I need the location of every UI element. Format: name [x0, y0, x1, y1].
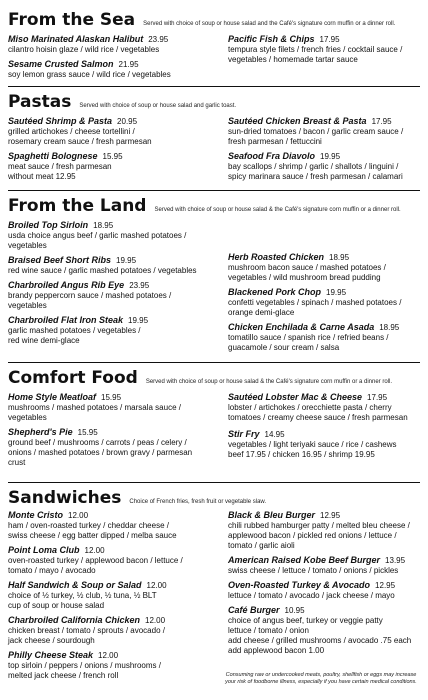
item-price: 21.95: [118, 60, 139, 69]
item-description: bay scallops / shrimp / garlic / shallots / linguini / spicy marinara sauce / fresh parmesan / calamari: [228, 162, 403, 181]
menu-item: [8, 580, 213, 611]
item-price: 12.95: [375, 581, 396, 590]
item-description: choice of angus beef, turkey or veggie patty lettuce / tomato / onion add cheese / grilled mushrooms / avocado .75 each add applewood bacon 1.00: [228, 616, 412, 655]
item-description: vegetables / light teriyaki sauce / rice / cashews beef 17.95 / chicken 16.95 / shrimp 19.95: [228, 440, 397, 459]
item-name: Miso Marinated Alaskan Halibut: [8, 34, 144, 44]
item-description: usda choice angus beef / garlic mashed potatoes / vegetables: [8, 231, 187, 250]
item-description: swiss cheese / lettuce / tomato / onions / pickles: [228, 566, 399, 575]
menu-item: [228, 151, 428, 182]
item-description: lettuce / tomato / avocado / jack cheese / mayo: [228, 591, 395, 600]
menu-item: [8, 510, 213, 541]
item-price: 12.00: [145, 616, 166, 625]
menu-item: [8, 615, 213, 646]
menu-item: [8, 280, 213, 311]
item-description: ground beef / mushrooms / carrots / peas / celery / onions / mashed potatoes / brown gravy / parmesan crust: [8, 438, 193, 467]
item-name: Stir Fry: [228, 429, 260, 439]
section-header-pastas: [8, 92, 236, 112]
menu-item: [228, 322, 428, 353]
item-name: Café Burger: [228, 605, 280, 615]
item-name: Black & Bleu Burger: [228, 510, 316, 520]
section-note: Served with choice of soup or house salad & the Café's signature corn muffin or a dinner roll.: [154, 207, 401, 213]
item-price: 23.95: [148, 35, 169, 44]
sea-left-column: [8, 34, 213, 84]
menu-item: [8, 220, 213, 251]
menu-item: [8, 545, 213, 576]
item-price: 12.00: [84, 546, 105, 555]
menu-item: [228, 580, 428, 601]
item-name: American Raised Kobe Beef Burger: [228, 555, 381, 565]
item-price: 20.95: [117, 117, 138, 126]
section-note: Served with choice of soup or house salad & the Café's signature corn muffin or a dinner roll.: [145, 379, 392, 385]
item-name: Home Style Meatloaf: [8, 392, 97, 402]
item-description: lobster / artichokes / orecchiette pasta / cherry tomatoes / creamy cheese sauce / fresh parmesan: [228, 403, 408, 422]
section-header-sandwiches: [8, 488, 266, 508]
menu-item: [228, 392, 428, 423]
item-description: brandy peppercorn sauce / mashed potatoes / vegetables: [8, 291, 172, 310]
item-description: soy lemon grass sauce / wild rice / vegetables: [8, 70, 171, 79]
item-description: grilled artichokes / cheese tortellini / rosemary cream sauce / fresh parmesan: [8, 127, 152, 146]
item-description: top sirloin / peppers / onions / mushrooms / melted jack cheese / french roll: [8, 661, 161, 680]
item-price: 12.00: [68, 511, 89, 520]
menu-item: [8, 315, 213, 346]
item-name: Philly Cheese Steak: [8, 650, 94, 660]
item-price: 19.95: [320, 152, 341, 161]
item-price: 12.95: [320, 511, 341, 520]
section-title: Comfort Food: [8, 368, 138, 388]
item-name: Sautéed Lobster Mac & Cheese: [228, 392, 363, 402]
item-description: tomatillo sauce / spanish rice / refried beans / guacamole / sour cream / salsa: [228, 333, 389, 352]
item-price: 10.95: [284, 606, 305, 615]
section-title: Sandwiches: [8, 488, 122, 508]
sea-right-column: [228, 34, 428, 69]
item-price: 19.95: [326, 288, 347, 297]
item-price: 12.00: [98, 651, 119, 660]
item-description: cilantro hoisin glaze / wild rice / vegetables: [8, 45, 160, 54]
section-divider: [8, 190, 420, 191]
menu-item: [228, 116, 428, 147]
item-price: 17.95: [371, 117, 392, 126]
comfort-left-column: [8, 392, 213, 472]
item-name: Sesame Crusted Salmon: [8, 59, 114, 69]
item-price: 15.95: [101, 393, 122, 402]
menu-item: [228, 252, 428, 283]
item-name: Pacific Fish & Chips: [228, 34, 315, 44]
menu-item: [8, 151, 213, 182]
sandwiches-left-column: [8, 510, 213, 685]
pastas-left-column: [8, 116, 213, 186]
item-name: Seafood Fra Diavolo: [228, 151, 316, 161]
section-header-sea: [8, 10, 395, 30]
menu-item: [8, 650, 213, 681]
item-description: chicken breast / tomato / sprouts / avocado / jack cheese / sourdough: [8, 626, 165, 645]
section-divider: [8, 362, 420, 363]
item-name: Shepherd's Pie: [8, 427, 73, 437]
menu-item: [228, 34, 428, 65]
land-right-column: [228, 252, 428, 357]
item-price: 18.95: [329, 253, 350, 262]
item-name: Spaghetti Bolognese: [8, 151, 98, 161]
item-description: sun-dried tomatoes / bacon / garlic cream sauce / fresh parmesan / fettuccini: [228, 127, 404, 146]
section-divider: [8, 482, 420, 483]
item-name: Chicken Enchilada & Carne Asada: [228, 322, 375, 332]
item-price: 17.95: [367, 393, 388, 402]
item-name: Half Sandwich & Soup or Salad: [8, 580, 142, 590]
item-price: 15.95: [102, 152, 123, 161]
section-header-land: [8, 196, 401, 216]
section-title: Pastas: [8, 92, 72, 112]
item-description: confetti vegetables / spinach / mashed potatoes / orange demi-glace: [228, 298, 402, 317]
item-name: Point Loma Club: [8, 545, 80, 555]
sandwiches-right-column: [228, 510, 428, 660]
item-name: Herb Roasted Chicken: [228, 252, 325, 262]
menu-item: [8, 34, 213, 55]
item-name: Charbroiled California Chicken: [8, 615, 141, 625]
item-description: red wine sauce / garlic mashed potatoes / vegetables: [8, 266, 197, 275]
item-price: 19.95: [116, 256, 137, 265]
menu-item: [228, 555, 428, 576]
item-name: Broiled Top Sirloin: [8, 220, 89, 230]
section-divider: [8, 86, 420, 87]
item-description: chili rubbed hamburger patty / melted bleu cheese / applewood bacon / pickled red onions / lettuce / tomato / garlic aioli: [228, 521, 410, 550]
item-description: mushrooms / mashed potatoes / marsala sauce / vegetables: [8, 403, 181, 422]
item-price: 14.95: [264, 430, 285, 439]
item-description: oven-roasted turkey / applewood bacon / lettuce / tomato / mayo / avocado: [8, 556, 183, 575]
item-description: meat sauce / fresh parmesan without meat 12.95: [8, 162, 112, 181]
item-name: Sautéed Shrimp & Pasta: [8, 116, 113, 126]
item-price: 15.95: [77, 428, 98, 437]
item-price: 19.95: [128, 316, 149, 325]
item-name: Charbroiled Angus Rib Eye: [8, 280, 125, 290]
item-description: tempura style filets / french fries / cocktail sauce / vegetables / homemade tartar sauce: [228, 45, 403, 64]
section-note: Served with choice of soup or house salad and garlic toast.: [79, 103, 237, 109]
item-name: Charbroiled Flat Iron Steak: [8, 315, 124, 325]
menu-item: [8, 116, 213, 147]
health-disclaimer: Consuming raw or undercooked meats, poultry, shellfish or eggs may increase your risk of foodborne illness, especially if you have certain medical conditions.: [225, 672, 417, 685]
item-description: garlic mashed potatoes / vegetables / red wine demi-glace: [8, 326, 141, 345]
item-price: 13.95: [385, 556, 406, 565]
menu-item: [8, 427, 213, 468]
item-price: 12.00: [146, 581, 167, 590]
item-name: Braised Beef Short Ribs: [8, 255, 112, 265]
menu-item: [228, 605, 428, 656]
item-name: Blackened Pork Chop: [228, 287, 322, 297]
item-price: 17.95: [319, 35, 340, 44]
item-price: 18.95: [379, 323, 400, 332]
land-left-column: [8, 220, 213, 350]
menu-item: [8, 59, 213, 80]
section-note: Choice of French fries, fresh fruit or vegetable slaw.: [129, 499, 267, 505]
item-name: Oven-Roasted Turkey & Avocado: [228, 580, 371, 590]
item-name: Monte Cristo: [8, 510, 63, 520]
menu-item: [8, 392, 213, 423]
menu-item: [228, 287, 428, 318]
item-price: 18.95: [93, 221, 114, 230]
item-name: Sautéed Chicken Breast & Pasta: [228, 116, 367, 126]
menu-item: [228, 510, 428, 551]
item-description: mushroom bacon sauce / mashed potatoes / vegetables / wild mushroom bread pudding: [228, 263, 386, 282]
menu-item: [228, 429, 428, 460]
item-price: 23.95: [129, 281, 150, 290]
section-header-comfort: [8, 368, 392, 388]
item-description: ham / oven-roasted turkey / cheddar cheese / swiss cheese / egg batter dipped / melba sauce: [8, 521, 177, 540]
item-description: choice of ½ turkey, ½ club, ½ tuna, ½ BLT cup of soup or house salad: [8, 591, 157, 610]
section-note: Served with choice of soup or house salad and the Café's signature corn muffin or a dinner roll.: [143, 21, 396, 27]
comfort-right-column: [228, 392, 428, 464]
menu-item: [8, 255, 213, 276]
section-title: From the Sea: [8, 10, 136, 30]
section-title: From the Land: [8, 196, 147, 216]
pastas-right-column: [228, 116, 428, 186]
